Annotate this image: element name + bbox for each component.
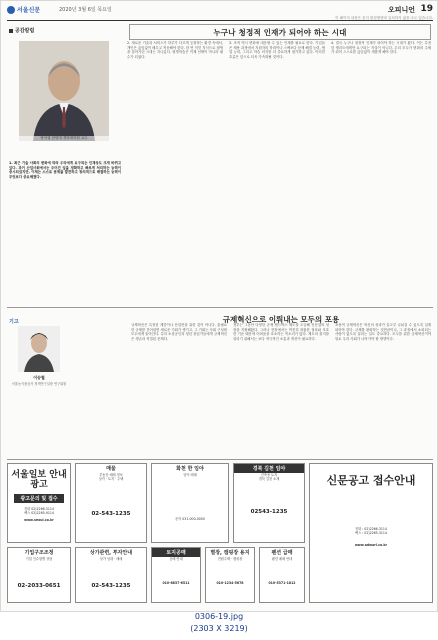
image-filename: 0306-19.jpg	[194, 612, 244, 621]
ad-restructuring[interactable]	[7, 547, 71, 603]
column1-text-col4	[331, 41, 431, 299]
ads-divider	[7, 459, 433, 460]
ad-title: 별장, 캠핑장 용지	[210, 550, 250, 556]
columnist-portrait	[19, 41, 109, 141]
contributor-role: 서울농식품공사 정책연구실장 연구위원	[11, 382, 67, 386]
contributor-photo	[18, 326, 60, 372]
issue-date: 2020년 3월 6일 목요일	[59, 7, 112, 13]
section-divider	[7, 307, 433, 308]
section-name: 오피니언	[387, 6, 415, 14]
ad-phone: 010-6837-6511	[162, 581, 190, 585]
square-bullet-icon	[9, 29, 13, 33]
ad-land-auction[interactable]	[151, 547, 201, 603]
column1-text-col1	[9, 161, 121, 299]
portrait-caption: 장석권 한양대 경영대학원 교수	[19, 136, 109, 141]
ad-phone: 010-1234-5678	[216, 581, 244, 585]
contribution-title: 규제혁신으로 이뤄내는 모두의 포용	[222, 315, 340, 324]
ad-realestate-sale[interactable]	[75, 463, 147, 543]
ad-phone: 02-543-1235	[91, 583, 131, 589]
ad-phone: 전화 : 02)2266-3114	[355, 527, 387, 531]
newspaper-logo	[7, 5, 40, 14]
ad-line: 기업 인수합병 상담	[25, 557, 53, 561]
ad-title: 기업구조조정	[24, 550, 54, 556]
ad-url[interactable]: www.seoul.co.kr	[24, 518, 54, 522]
column-tag	[9, 27, 34, 34]
ad-line: 공매 안내	[169, 557, 183, 561]
contribution-tag: 기고	[9, 319, 19, 325]
ad-title: 토지공매	[152, 548, 200, 557]
column2-text-col1	[131, 323, 227, 455]
ad-fax: 팩스 : 02)2265-3114	[355, 531, 387, 535]
ad-line: 경북 김천 소재	[258, 477, 280, 481]
ad-classified-info[interactable]	[7, 463, 71, 543]
column2-text-col0	[9, 403, 69, 453]
ad-subtitle: 광고문의 및 접수	[14, 494, 64, 503]
column1-paragraph: 3. 조직 역시 변화에 대응할 수 있는 인재를 필요로 한다. 기업들은 채용 과정에서 지원자의 학력이나 스펙보다 문제 해결 능력, 협업 능력, 그리고 학습 의지를 더 중요하게 평가하고 있다. 이러한 흐름은 앞으로 더욱 가속화될 것이다.	[229, 41, 325, 59]
ad-public-notice[interactable]	[309, 463, 433, 603]
ad-villa-camping[interactable]	[205, 547, 255, 603]
column2-paragraph: 포용적 규제혁신은 혁신의 성과가 골고루 나눠질 수 있도록 설계되어야 한다. 규제를 완화하는 것만큼이나, 그 과정에서 소외되는 사람이 없도록 살피는 일도 중요하다. 모두를 위한 규제혁신이야말로 우리 사회가 나아가야 할 방향이다.	[335, 323, 431, 341]
ad-line: 임야 매매	[183, 473, 197, 477]
ad-phone: 문의 031-000-0000	[175, 517, 205, 521]
ad-title: 서울일보 안내광고	[11, 470, 67, 490]
masthead	[7, 4, 433, 20]
column2-text-col3	[335, 323, 431, 455]
ad-phone: 전화 02)2266-3114	[24, 507, 54, 511]
ad-phone: 02-2033-0651	[17, 583, 61, 589]
ad-line: 펜션 매매 안내	[271, 557, 293, 561]
ad-phone: 02-543-1235	[91, 511, 131, 517]
ad-line: 건축용 토지	[260, 473, 278, 477]
ad-title: 상가관련, 투자안내	[89, 550, 133, 556]
ad-fax: 팩스 02)2265-9114	[24, 511, 54, 515]
contributor-profile	[9, 326, 69, 398]
ad-title: 경북 김천 임야	[234, 464, 304, 473]
column1-paragraph: 1. 최근 기술 사회의 변화에 따라 우리에게 요구되는 인재상도 크게 바뀌고 있다. 과거 산업사회에서는 주어진 일을 정확하고 빠르게 처리하는 능력이 중시되었지만, 이제는 스스로 문제를 발견하고 창의적으로 해결하는 능력이 무엇보다 중요해졌다.	[9, 161, 121, 179]
ad-title: 신문공고 접수안내	[326, 474, 416, 487]
portrait-illustration	[19, 41, 109, 141]
ad-title: 매물	[106, 466, 116, 472]
ad-line: 상가 임대 · 매매	[99, 557, 123, 561]
ad-line: 전원주택 · 캠핑장	[217, 557, 243, 561]
ad-forest-gimcheon[interactable]	[233, 463, 305, 543]
contributor-illustration	[18, 326, 60, 372]
column-tag-label: 공감칼럼	[15, 28, 35, 34]
ad-commercial-investment[interactable]	[75, 547, 147, 603]
column1-text-col2	[127, 41, 223, 299]
ad-pension-sale[interactable]	[259, 547, 305, 603]
ad-phone: 010-5371-1812	[268, 581, 296, 585]
page-number: 19	[420, 4, 433, 14]
column-headline: 누구나 청정적 인재가 되어야 하는 시대	[129, 24, 431, 40]
column2-paragraph: 규제혁신은 특정한 계층이나 산업만을 위한 것이 아니다. 불필요한 규제를 걷어내면 새로운 기회가 생기고, 그 기회는 사회 구성원 모두에게 돌아간다. 특히 소상공인과 청년 창업가들에게 규제혁신은 생존과 직결된 문제다.	[131, 323, 227, 341]
column1-paragraph: 4. 결국 누구나 청정적 인재가 되어야 하는 시대가 왔다. 이는 특정한 엘리트에게만 요구되는 자질이 아니다. 우리 모두가 변화의 주체가 되어 스스로를 끊임없이 새롭게 해야 한다.	[331, 41, 431, 55]
ad-url[interactable]: www.adworl.co.kr	[354, 543, 388, 547]
ad-line: 상가 · 토지 · 주택	[98, 477, 124, 481]
column1-text-col3	[229, 41, 325, 299]
masthead-disclaimer: 이 페이지 내용은 본지 편집방향과 일치하지 않을 수도 있습니다.	[335, 16, 433, 20]
column2-text-col2	[233, 323, 329, 455]
ad-forest-hwacheon[interactable]	[151, 463, 229, 543]
contributor-name: 이승철	[33, 375, 45, 380]
logo-mark-icon	[7, 6, 15, 14]
ad-title: 펜션 급매	[271, 550, 293, 556]
ad-title: 화천 한 임야	[176, 466, 204, 472]
ad-phone: 02543-1235	[250, 509, 288, 515]
image-dimensions: (2303 X 3219)	[190, 624, 248, 633]
column1-paragraph: 2. 새로운 기술과 서비스가 하루가 다르게 등장하는 환경 속에서, 개인은 끊임없이 배우고 적응해야 한다. 한 번 익힌 지식으로 평생을 살아가던 시대는 지나갔다. 평생학습은 이제 선택이 아니라 필수가 되었다.	[127, 41, 223, 59]
ad-line: 부동산 매매 정보	[99, 473, 123, 477]
masthead-rule	[7, 20, 433, 21]
column2-paragraph: 정부는 그동안 다양한 규제 샌드박스 제도를 도입해 신산업의 성장을 지원해왔다. 그러나 현장에서는 여전히 복잡한 절차와 모호한 기준 때문에 어려움을 호소하는 목소리가 많다. 제도의 취지를 살리기 위해서는 보다 적극적인 소통과 개선이 필요하다.	[233, 323, 329, 341]
logo-text: 서울신문	[17, 7, 41, 14]
